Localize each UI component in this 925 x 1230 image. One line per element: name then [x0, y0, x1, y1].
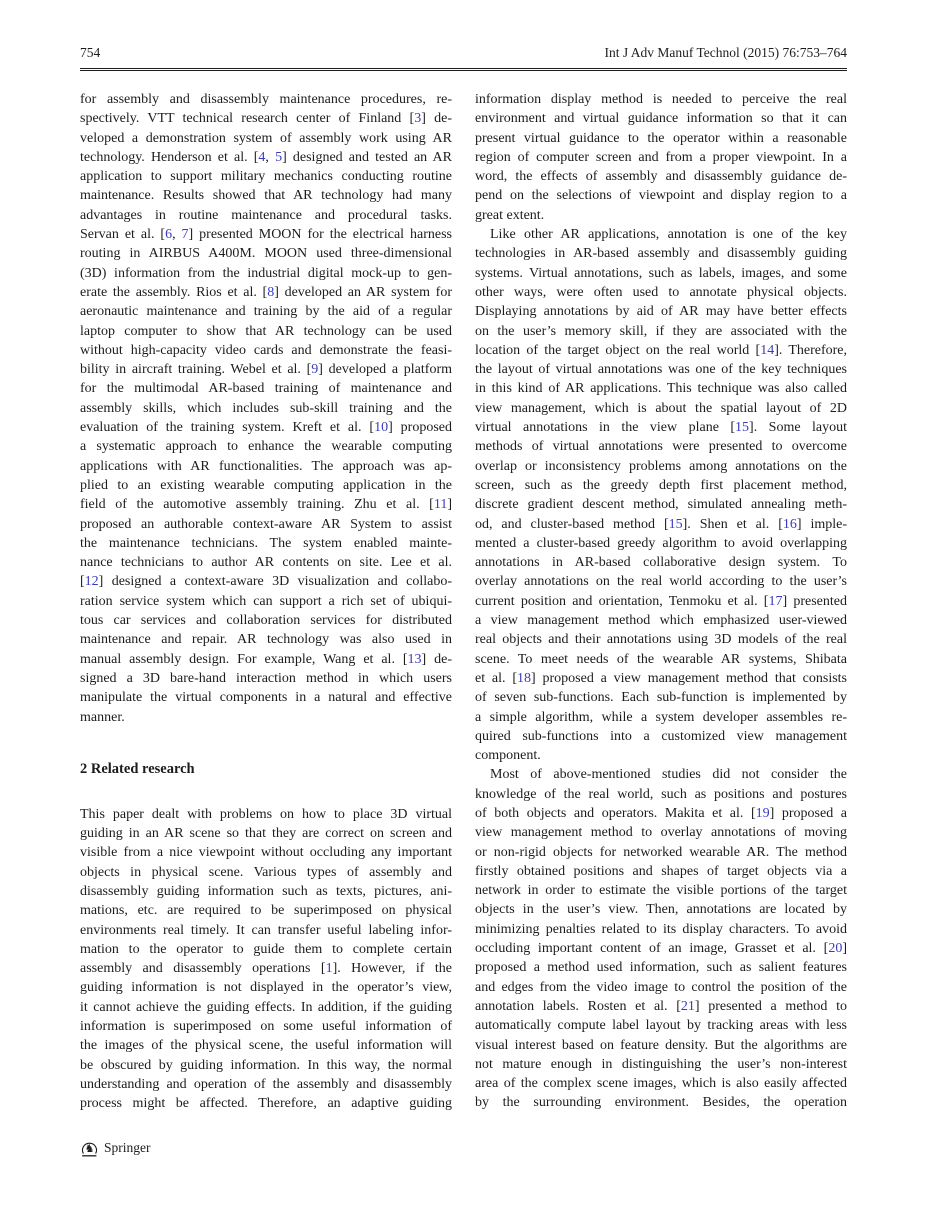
text-line: veloped a demonstration system of assembly work using AR	[80, 130, 452, 146]
text-line: present virtual guidance to the operator within a reasonable	[475, 130, 847, 146]
text-line: mations, etc. are required to be superimposed on physical	[80, 903, 452, 919]
text-line: view management method to overlay annotations of moving	[475, 825, 847, 841]
text-line: maintenance. Results showed that AR technology had many	[80, 188, 452, 204]
header-rule	[80, 68, 847, 71]
text-line: mation to the operator to guide them to complete certain	[80, 941, 452, 957]
text-line: on the user’s memory skill, if they are associated with the	[475, 323, 847, 339]
text-line: occluding important content of an image, Grasset et al. [20]	[475, 941, 847, 957]
text-line: systems. Virtual annotations, such as labels, images, and some	[475, 265, 847, 281]
citation-link[interactable]: 14	[760, 342, 775, 358]
text-line: tous car services and collaboration services for distributed	[80, 613, 452, 629]
text-line: or non-rigid objects for networked wearable AR. The method	[475, 844, 847, 860]
text-line: of both objects and operators. Makita et al. [19] proposed a	[475, 805, 847, 821]
text-line: quired sub-functions into a customized view management	[475, 728, 847, 744]
citation-link[interactable]: 15	[735, 420, 750, 436]
paragraph	[80, 90, 452, 727]
text-line: od, and cluster-based method [15]. Shen et al. [16] imple-	[475, 516, 847, 532]
citation-link[interactable]: 8	[267, 284, 275, 300]
citation-link[interactable]: 21	[680, 998, 695, 1014]
text-line: and edges from the video image to control the position of the	[475, 979, 847, 995]
page-header	[80, 45, 847, 68]
text-line: Displaying annotations by aid of AR may have better effects	[475, 304, 847, 320]
text-line: screen, such as the greedy depth first placement method,	[475, 477, 847, 493]
text-line: process might be affected. Therefore, an adaptive guiding	[80, 1096, 452, 1112]
svg-text:♞: ♞	[84, 1141, 95, 1155]
text-line: virtual annotations in the view plane [15]. Some layout	[475, 420, 847, 436]
citation-link[interactable]: 9	[311, 362, 319, 378]
text-line: field of the automotive assembly training. Zhu et al. [11]	[80, 497, 452, 513]
section-heading: 2 Related research	[80, 760, 195, 777]
text-line: technologies in AR-based assembly and disassembly guiding	[475, 246, 847, 262]
text-line: manner.	[80, 709, 125, 725]
text-line: Most of above-mentioned studies did not consider the	[490, 767, 847, 783]
text-line: it cannot achieve the guiding effects. In addition, if the guiding	[80, 999, 452, 1015]
citation-link[interactable]: 12	[84, 574, 99, 590]
text-line: without high-capacity video cards and demonstrate the feasi-	[80, 342, 452, 358]
citation-link[interactable]: 4	[258, 149, 266, 165]
text-line: other ways, were often used to annotate physical objects.	[475, 284, 847, 300]
citation-link[interactable]: 15	[668, 516, 683, 532]
publisher-name: Springer	[104, 1140, 151, 1156]
paragraph	[80, 805, 452, 1114]
citation-link[interactable]: 3	[414, 111, 422, 127]
text-line: Like other AR applications, annotation is one of the key	[490, 227, 847, 243]
text-line: assembly and disassembly operations [1]. However, if the	[80, 961, 452, 977]
text-line: objects in the user’s view. Then, annotations are located by	[475, 902, 847, 918]
text-line: applications with AR functionalities. The approach was ap-	[80, 458, 452, 474]
text-line: nance technicians to author AR contents on site. Lee et al.	[80, 555, 452, 571]
citation-link[interactable]: 5	[275, 149, 283, 165]
text-line: evaluation of the training system. Kreft et al. [10] proposed	[80, 420, 452, 436]
text-line: current position and orientation, Tenmoku et al. [17] presented	[475, 593, 847, 609]
paragraph	[475, 90, 847, 225]
text-line: network in order to estimate the visible portions of the target	[475, 883, 847, 899]
springer-horse-icon	[80, 1139, 99, 1158]
text-line: laptop computer to show that AR technology can be used	[80, 323, 452, 339]
citation-link[interactable]: 11	[433, 497, 448, 513]
citation-link[interactable]: 13	[407, 651, 422, 667]
text-line: erate the assembly. Rios et al. [8] developed an AR system for	[80, 284, 452, 300]
citation-link[interactable]: 7	[181, 227, 189, 243]
paragraph	[475, 765, 847, 1112]
text-line: discrete gradient descent method, simulated annealing meth-	[475, 497, 847, 513]
text-line: guiding in an AR scene so that they are correct on screen and	[80, 826, 452, 842]
text-line: of seven sub-functions. Each sub-function is implemented by	[475, 690, 847, 706]
text-line: advantages in routine maintenance and procedural tasks.	[80, 207, 452, 223]
citation-link[interactable]: 6	[165, 227, 173, 243]
text-line: aeronautic maintenance and training by the aid of a regular	[80, 304, 452, 320]
text-line: disassembly guiding information such as texts, pictures, ani-	[80, 883, 452, 899]
page-number: 754	[80, 45, 101, 60]
text-line: bility in aircraft training. Webel et al. [9] developed a platform	[80, 362, 452, 378]
text-line: spectively. VTT technical research center of Finland [3] de-	[80, 111, 452, 127]
citation-link[interactable]: 19	[755, 805, 770, 821]
text-line: objects in physical scene. Various types of assembly and	[80, 864, 452, 880]
text-line: the images of the physical scene, the useful information will	[80, 1038, 452, 1054]
text-line: component.	[475, 748, 541, 764]
citation-link[interactable]: 10	[374, 420, 389, 436]
text-line: technology. Henderson et al. [4, 5] designed and tested an AR	[80, 149, 453, 165]
text-line: annotation labels. Rosten et al. [21] presented a method to	[475, 998, 847, 1014]
text-line: [12] designed a context-aware 3D visualization and collabo-	[80, 574, 452, 590]
text-line: for assembly and disassembly maintenance procedures, re-	[80, 92, 452, 107]
text-line: annotations in AR-based collaborative design system. To	[475, 555, 847, 571]
page-footer	[80, 1139, 847, 1158]
text-line: automatically compute label layout by tracking areas with less	[475, 1018, 847, 1034]
text-line: not mature enough in distinguishing the user’s non-interest	[475, 1056, 847, 1072]
text-line: Servan et al. [6, 7] presented MOON for the electrical harness	[80, 227, 453, 243]
text-line: maintenance and repair. AR technology was also used in	[80, 632, 452, 648]
text-line: a systematic approach to enhance the wearable computing	[80, 439, 452, 455]
citation-link[interactable]: 16	[782, 516, 797, 532]
text-line: methods of virtual annotations were presented to overcome	[475, 439, 847, 455]
text-line: location of the target object on the real world [14]. Therefore,	[475, 342, 848, 358]
text-line: environments real timely. It can transfer useful labeling infor-	[80, 922, 452, 938]
text-line: This paper dealt with problems on how to place 3D virtual	[80, 806, 452, 822]
text-line: plied to an existing wearable computing application in the	[80, 477, 452, 493]
text-line: a simple algorithm, while a system developer assembles re-	[475, 709, 847, 725]
text-line: real objects and their annotations using 3D models of the real	[475, 632, 847, 648]
text-line: (3D) information from the industrial digital mock-up to gen-	[80, 265, 452, 281]
text-line: guiding information is not displayed in the operator’s view,	[80, 980, 452, 996]
text-line: view management, which is about the spatial layout of 2D	[475, 400, 847, 416]
text-line: routing in AIRBUS A400M. MOON used three-dimensional	[80, 246, 452, 262]
text-line: knowledge of the real world, such as positions and postures	[475, 786, 847, 802]
text-line: overlay annotations on the real world according to the user’s	[475, 574, 847, 590]
text-line: minimizing penalties related to its display characters. To avoid	[475, 921, 847, 937]
citation-link[interactable]: 1	[325, 961, 333, 977]
text-line: information is superimposed on some useful information of	[80, 1019, 452, 1035]
text-line: overlap or inconsistency problems among annotations on the	[475, 458, 847, 474]
text-line: environment and virtual guidance information so that it can	[475, 111, 847, 127]
text-line: ration service system which can support a rich set of ubiqui-	[80, 593, 452, 609]
text-line: the layout of virtual annotations was one of the key techniques	[475, 362, 847, 378]
journal-citation: Int J Adv Manuf Technol (2015) 76:753–764	[604, 45, 847, 60]
citation-link[interactable]: 18	[517, 670, 532, 686]
paragraph	[475, 225, 847, 765]
text-line: proposed an authorable context-aware AR System to assist	[80, 516, 452, 532]
text-line: in this kind of AR applications. This technique was also called	[475, 381, 847, 397]
text-line: et al. [18] proposed a view management method that consists	[475, 670, 848, 686]
right-column	[475, 90, 847, 1114]
text-line: understanding and operation of the assembly and disassembly	[80, 1076, 452, 1092]
text-line: a view management method which emphasized user-viewed	[475, 613, 847, 629]
text-line: region of computer screen and from a proper viewpoint. In a	[475, 149, 847, 165]
text-line: firstly obtained positions and shapes of target objects via a	[475, 863, 847, 879]
text-line: manual assembly design. For example, Wang et al. [13] de-	[80, 651, 452, 667]
text-line: word, the effects of assembly and disassembly guidance de-	[475, 169, 847, 185]
text-line: manipulate the virtual components in a natural and effective	[80, 690, 452, 706]
citation-link[interactable]: 17	[768, 593, 783, 609]
text-line: area of the complex scene images, which is also easily affected	[475, 1076, 847, 1092]
text-line: the maintenance technicians. The system enabled mainte-	[80, 535, 452, 551]
text-line: assembly skills, which includes sub-skill training and the	[80, 400, 452, 416]
text-line: visible from a nice viewpoint without occluding any important	[80, 845, 452, 861]
text-line: be obscured by guiding information. In this way, the normal	[80, 1057, 452, 1073]
text-line: scene. To meet needs of the wearable AR systems, Shibata	[475, 651, 847, 667]
text-line: for the multimodal AR-based training of maintenance and	[80, 381, 452, 397]
text-line: great extent.	[475, 207, 545, 223]
text-line: pend on the selections of viewpoint and display region to a	[475, 188, 847, 204]
text-line: mented a cluster-based greedy algorithm to avoid overlapping	[475, 535, 847, 551]
left-column	[80, 90, 452, 1114]
article-body	[80, 90, 847, 1114]
citation-link[interactable]: 20	[828, 941, 843, 957]
text-line: application to support military mechanics conducting routine	[80, 169, 452, 185]
text-line: information display method is needed to perceive the real	[475, 92, 847, 107]
text-line: by the surrounding environment. Besides, the operation	[475, 1095, 847, 1111]
text-line: signed a 3D bare-hand interaction method in which users	[80, 670, 452, 686]
text-line: proposed a method used information, such as salient features	[475, 960, 847, 976]
text-line: visual interest based on feature density. But the algorithms are	[475, 1037, 847, 1053]
